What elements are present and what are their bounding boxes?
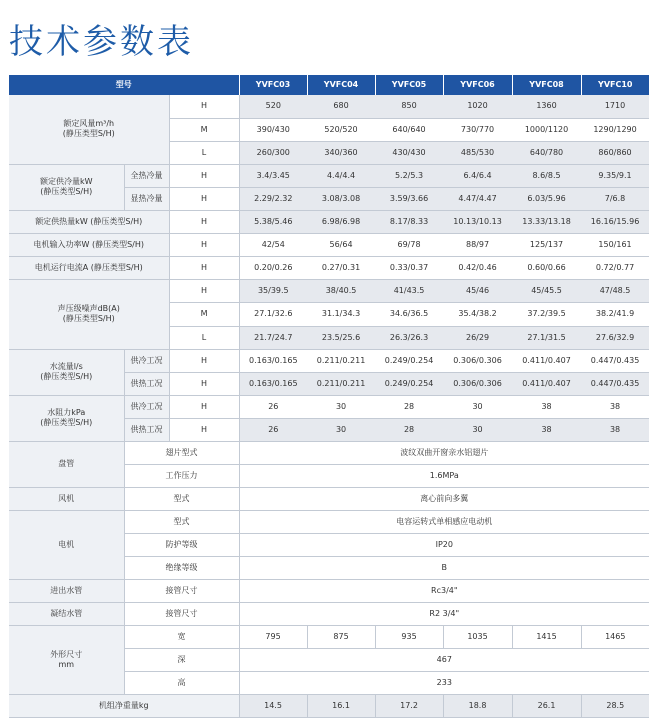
value-cell: 0.306/0.306: [443, 349, 512, 372]
value-cell: 38/40.5: [307, 279, 375, 302]
value-cell: 26.3/26.3: [375, 326, 443, 349]
condition-cell: H: [169, 418, 239, 441]
value-cell: 233: [239, 671, 649, 694]
value-cell: 340/360: [307, 141, 375, 164]
value-cell: 3.4/3.45: [239, 164, 307, 187]
row-label: 声压级噪声dB(A): [57, 304, 120, 313]
value-cell: 640/780: [512, 141, 581, 164]
row-label: mm: [58, 659, 75, 669]
value-cell: 波纹双曲开窗亲水铝翅片: [239, 441, 649, 464]
condition-cell: H: [169, 395, 239, 418]
value-cell: 1415: [512, 625, 581, 648]
condition-cell: H: [169, 164, 239, 187]
motor-label: 电机: [9, 510, 124, 579]
value-cell: 520/520: [307, 118, 375, 141]
table-row: [9, 487, 649, 510]
sub-label: 绝缘等级: [124, 556, 239, 579]
value-cell: 0.72/0.77: [581, 256, 649, 279]
value-cell: 34.6/36.5: [375, 302, 443, 326]
row-label: (静压类型S/H): [62, 314, 115, 323]
condition-cell: M: [169, 302, 239, 326]
value-cell: 30: [443, 418, 512, 441]
row-label: (静压类型S/H): [40, 372, 93, 381]
value-cell: 485/530: [443, 141, 512, 164]
value-cell: 0.447/0.435: [581, 349, 649, 372]
value-cell: 0.306/0.306: [443, 372, 512, 395]
value-cell: 0.163/0.165: [239, 372, 307, 395]
value-cell: 14.5: [239, 694, 307, 717]
sub-label: 接管尺寸: [124, 602, 239, 625]
value-cell: 35/39.5: [239, 279, 307, 302]
value-cell: 26/29: [443, 326, 512, 349]
value-cell: 875: [307, 625, 375, 648]
sub-label: 深: [124, 648, 239, 671]
condition-cell: H: [169, 210, 239, 233]
value-cell: 430/430: [375, 141, 443, 164]
value-cell: 640/640: [375, 118, 443, 141]
value-cell: 10.13/10.13: [443, 210, 512, 233]
condition-cell: L: [169, 141, 239, 164]
drain-pipe-label: 凝结水管: [9, 602, 124, 625]
value-cell: 离心前向多翼: [239, 487, 649, 510]
value-cell: 2.29/2.32: [239, 187, 307, 210]
heating-label: 额定供热量kW (静压类型S/H): [9, 210, 169, 233]
value-cell: 16.1: [307, 694, 375, 717]
model-name: YVFC03: [239, 75, 307, 95]
value-cell: 1465: [581, 625, 649, 648]
net-weight-label: 机组净重量kg: [9, 694, 239, 717]
row-label: 额定供冷量kW: [39, 177, 93, 186]
row-label: 水流量l/s: [49, 362, 83, 371]
value-cell: 467: [239, 648, 649, 671]
value-cell: 26: [239, 395, 307, 418]
value-cell: 1290/1290: [581, 118, 649, 141]
value-cell: 16.16/15.96: [581, 210, 649, 233]
model-name: YVFC08: [512, 75, 581, 95]
table-row: [9, 256, 649, 279]
condition-cell: H: [169, 256, 239, 279]
value-cell: 125/137: [512, 233, 581, 256]
fan-label: 风机: [9, 487, 124, 510]
cooling-label: [9, 164, 124, 210]
table-row: [9, 395, 649, 418]
value-cell: 38.2/41.9: [581, 302, 649, 326]
table-row: [9, 510, 649, 533]
value-cell: 35.4/38.2: [443, 302, 512, 326]
value-cell: B: [239, 556, 649, 579]
table-row: [9, 602, 649, 625]
row-label: (静压类型S/H): [62, 129, 115, 139]
value-cell: 5.38/5.46: [239, 210, 307, 233]
value-cell: 860/860: [581, 141, 649, 164]
value-cell: 0.163/0.165: [239, 349, 307, 372]
value-cell: 795: [239, 625, 307, 648]
value-cell: 4.47/4.47: [443, 187, 512, 210]
condition-cell: H: [169, 95, 239, 118]
value-cell: 6.03/5.96: [512, 187, 581, 210]
value-cell: 3.59/3.66: [375, 187, 443, 210]
value-cell: 8.17/8.33: [375, 210, 443, 233]
value-cell: 0.249/0.254: [375, 372, 443, 395]
value-cell: 21.7/24.7: [239, 326, 307, 349]
value-cell: 26.1: [512, 694, 581, 717]
value-cell: 38: [581, 418, 649, 441]
sub-label: 高: [124, 671, 239, 694]
value-cell: 27.1/31.5: [512, 326, 581, 349]
value-cell: 37.2/39.5: [512, 302, 581, 326]
header-row: [9, 75, 649, 95]
value-cell: 0.411/0.407: [512, 349, 581, 372]
row-label: 外形尺寸: [50, 649, 83, 659]
table-row: [9, 233, 649, 256]
value-cell: 28.5: [581, 694, 649, 717]
value-cell: 150/161: [581, 233, 649, 256]
value-cell: 26: [239, 418, 307, 441]
value-cell: 0.42/0.46: [443, 256, 512, 279]
row-label: (静压类型S/H): [40, 418, 93, 427]
table-row: [9, 95, 649, 118]
sub-label: 宽: [124, 625, 239, 648]
condition-cell: H: [169, 349, 239, 372]
inlet-pipe-label: 进出水管: [9, 579, 124, 602]
dimensions-label: [9, 625, 124, 694]
sub-label: 工作压力: [124, 464, 239, 487]
value-cell: 8.6/8.5: [512, 164, 581, 187]
model-header: 型号: [9, 75, 239, 95]
value-cell: 1000/1120: [512, 118, 581, 141]
value-cell: 56/64: [307, 233, 375, 256]
value-cell: 5.2/5.3: [375, 164, 443, 187]
value-cell: 0.447/0.435: [581, 372, 649, 395]
sub-label: 供冷工况: [124, 395, 169, 418]
value-cell: 45/45.5: [512, 279, 581, 302]
value-cell: 28: [375, 418, 443, 441]
value-cell: 30: [307, 395, 375, 418]
airflow-label: [9, 95, 169, 164]
water-flow-label: [9, 349, 124, 395]
value-cell: Rc3/4": [239, 579, 649, 602]
row-label: 额定风量m³/h: [63, 119, 115, 129]
condition-cell: H: [169, 233, 239, 256]
value-cell: 6.4/6.4: [443, 164, 512, 187]
value-cell: 41/43.5: [375, 279, 443, 302]
value-cell: 88/97: [443, 233, 512, 256]
page-title: 技术参数表: [9, 22, 194, 62]
value-cell: 27.1/32.6: [239, 302, 307, 326]
value-cell: 730/770: [443, 118, 512, 141]
table-row: [9, 210, 649, 233]
value-cell: 0.211/0.211: [307, 372, 375, 395]
row-label: 水阻力kPa: [47, 408, 86, 417]
value-cell: 1.6MPa: [239, 464, 649, 487]
value-cell: 30: [307, 418, 375, 441]
value-cell: 30: [443, 395, 512, 418]
value-cell: 0.211/0.211: [307, 349, 375, 372]
value-cell: 260/300: [239, 141, 307, 164]
value-cell: 850: [375, 95, 443, 118]
sub-label: 防护等级: [124, 533, 239, 556]
value-cell: 38: [512, 418, 581, 441]
sub-label: 型式: [124, 510, 239, 533]
model-name: YVFC06: [443, 75, 512, 95]
sub-label: 供热工况: [124, 418, 169, 441]
value-cell: 4.4/4.4: [307, 164, 375, 187]
value-cell: 23.5/25.6: [307, 326, 375, 349]
value-cell: 45/46: [443, 279, 512, 302]
value-cell: 0.60/0.66: [512, 256, 581, 279]
table-row: [9, 164, 649, 187]
value-cell: 0.411/0.407: [512, 372, 581, 395]
value-cell: 7/6.8: [581, 187, 649, 210]
value-cell: 31.1/34.3: [307, 302, 375, 326]
value-cell: 0.249/0.254: [375, 349, 443, 372]
value-cell: 680: [307, 95, 375, 118]
model-name: YVFC04: [307, 75, 375, 95]
sub-label: 翅片型式: [124, 441, 239, 464]
sub-label: 供热工况: [124, 372, 169, 395]
value-cell: 9.35/9.1: [581, 164, 649, 187]
table-row: [9, 279, 649, 302]
sub-label: 全热冷量: [124, 164, 169, 187]
value-cell: 38: [581, 395, 649, 418]
table-row: [9, 625, 649, 648]
power-label: 电机输入功率W (静压类型S/H): [9, 233, 169, 256]
sub-label: 型式: [124, 487, 239, 510]
model-name: YVFC05: [375, 75, 443, 95]
value-cell: 3.08/3.08: [307, 187, 375, 210]
condition-cell: H: [169, 187, 239, 210]
value-cell: 38: [512, 395, 581, 418]
value-cell: 电容运转式单相感应电动机: [239, 510, 649, 533]
row-label: (静压类型S/H): [40, 187, 93, 196]
condition-cell: H: [169, 372, 239, 395]
value-cell: 1035: [443, 625, 512, 648]
value-cell: 1360: [512, 95, 581, 118]
spec-table: [9, 75, 649, 718]
value-cell: 6.98/6.98: [307, 210, 375, 233]
value-cell: 28: [375, 395, 443, 418]
condition-cell: H: [169, 279, 239, 302]
value-cell: IP20: [239, 533, 649, 556]
value-cell: 18.8: [443, 694, 512, 717]
sub-label: 供冷工况: [124, 349, 169, 372]
value-cell: 1020: [443, 95, 512, 118]
value-cell: 520: [239, 95, 307, 118]
table-row: [9, 579, 649, 602]
model-name: YVFC10: [581, 75, 649, 95]
value-cell: 27.6/32.9: [581, 326, 649, 349]
value-cell: 13.33/13.18: [512, 210, 581, 233]
value-cell: 42/54: [239, 233, 307, 256]
water-resistance-label: [9, 395, 124, 441]
table-row: [9, 349, 649, 372]
value-cell: 69/78: [375, 233, 443, 256]
noise-label: [9, 279, 169, 349]
table-row: [9, 441, 649, 464]
value-cell: 935: [375, 625, 443, 648]
coil-label: 盘管: [9, 441, 124, 487]
value-cell: 390/430: [239, 118, 307, 141]
table-row: [9, 694, 649, 717]
value-cell: 0.27/0.31: [307, 256, 375, 279]
sub-label: 接管尺寸: [124, 579, 239, 602]
sub-label: 显热冷量: [124, 187, 169, 210]
value-cell: 1710: [581, 95, 649, 118]
condition-cell: L: [169, 326, 239, 349]
value-cell: 0.20/0.26: [239, 256, 307, 279]
value-cell: 0.33/0.37: [375, 256, 443, 279]
current-label: 电机运行电流A (静压类型S/H): [9, 256, 169, 279]
value-cell: 17.2: [375, 694, 443, 717]
condition-cell: M: [169, 118, 239, 141]
value-cell: 47/48.5: [581, 279, 649, 302]
value-cell: R2 3/4": [239, 602, 649, 625]
